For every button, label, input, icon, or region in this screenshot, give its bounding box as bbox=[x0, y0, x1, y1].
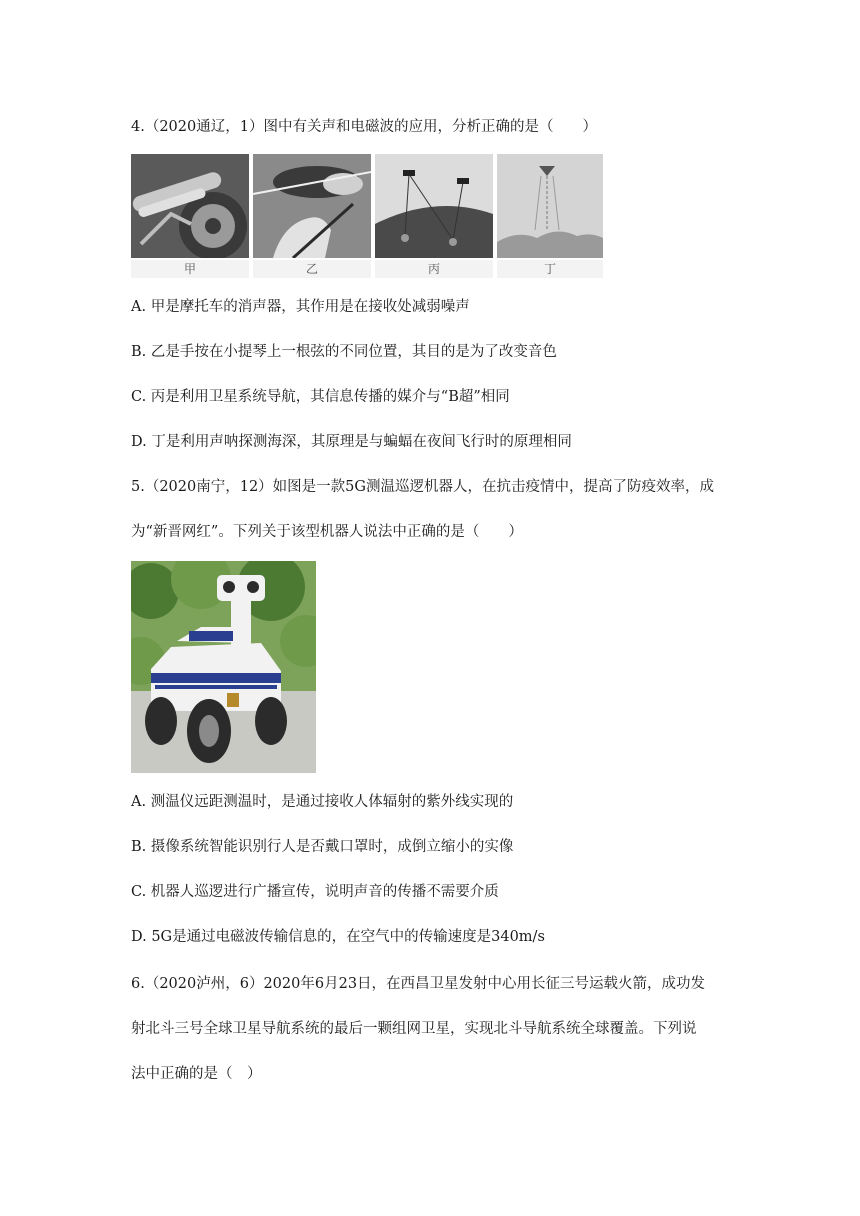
question-4-stem: 4.（2020通辽，1）图中有关声和电磁波的应用，分析正确的是（ ） bbox=[131, 119, 597, 135]
question-4-option-a: A. 甲是摩托车的消声器，其作用是在接收处减弱噪声 bbox=[131, 299, 470, 315]
sonar-depth-photo bbox=[497, 154, 603, 258]
question-5-stem-line-1: 5.（2020南宁，12）如图是一款5G测温巡逻机器人，在抗击疫情中，提高了防疫效率，成 bbox=[131, 479, 714, 495]
figure-caption-bing: 丙 bbox=[375, 260, 493, 278]
question-6-stem-line-3: 法中正确的是（ ） bbox=[131, 1066, 262, 1082]
figure-caption-jia: 甲 bbox=[131, 260, 249, 278]
question-4-option-b: B. 乙是手按在小提琴上一根弦的不同位置，其目的是为了改变音色 bbox=[131, 344, 557, 360]
question-6-stem-line-2: 射北斗三号全球卫星导航系统的最后一颗组网卫星，实现北斗导航系统全球覆盖。下列说 bbox=[131, 1021, 697, 1037]
motorcycle-muffler-photo bbox=[131, 154, 249, 258]
question-5-option-a: A. 测温仪远距测温时，是通过接收人体辐射的紫外线实现的 bbox=[131, 794, 514, 810]
question-5-option-b: B. 摄像系统智能识别行人是否戴口罩时，成倒立缩小的实像 bbox=[131, 839, 514, 855]
figure-caption-yi: 乙 bbox=[253, 260, 371, 278]
figure-caption-ding: 丁 bbox=[497, 260, 603, 278]
question-4-option-d: D. 丁是利用声呐探测海深，其原理是与蝙蝠在夜间飞行时的原理相同 bbox=[131, 434, 572, 450]
question-4-option-c: C. 丙是利用卫星系统导航，其信息传播的媒介与“B超”相同 bbox=[131, 389, 510, 405]
question-5-option-d: D. 5G是通过电磁波传输信息的，在空气中的传输速度是340m/s bbox=[131, 929, 545, 945]
patrol-robot-photo bbox=[131, 561, 316, 773]
satellite-navigation-photo bbox=[375, 154, 493, 258]
question-5-stem-line-2: 为“新晋网红”。下列关于该型机器人说法中正确的是（ ） bbox=[131, 524, 523, 540]
question-6-stem-line-1: 6.（2020泸州，6）2020年6月23日，在西昌卫星发射中心用长征三号运载火箭，成功发 bbox=[131, 976, 706, 992]
question-4-figure bbox=[131, 154, 603, 278]
question-5-option-c: C. 机器人巡逻进行广播宣传，说明声音的传播不需要介质 bbox=[131, 884, 499, 900]
violin-photo bbox=[253, 154, 371, 258]
